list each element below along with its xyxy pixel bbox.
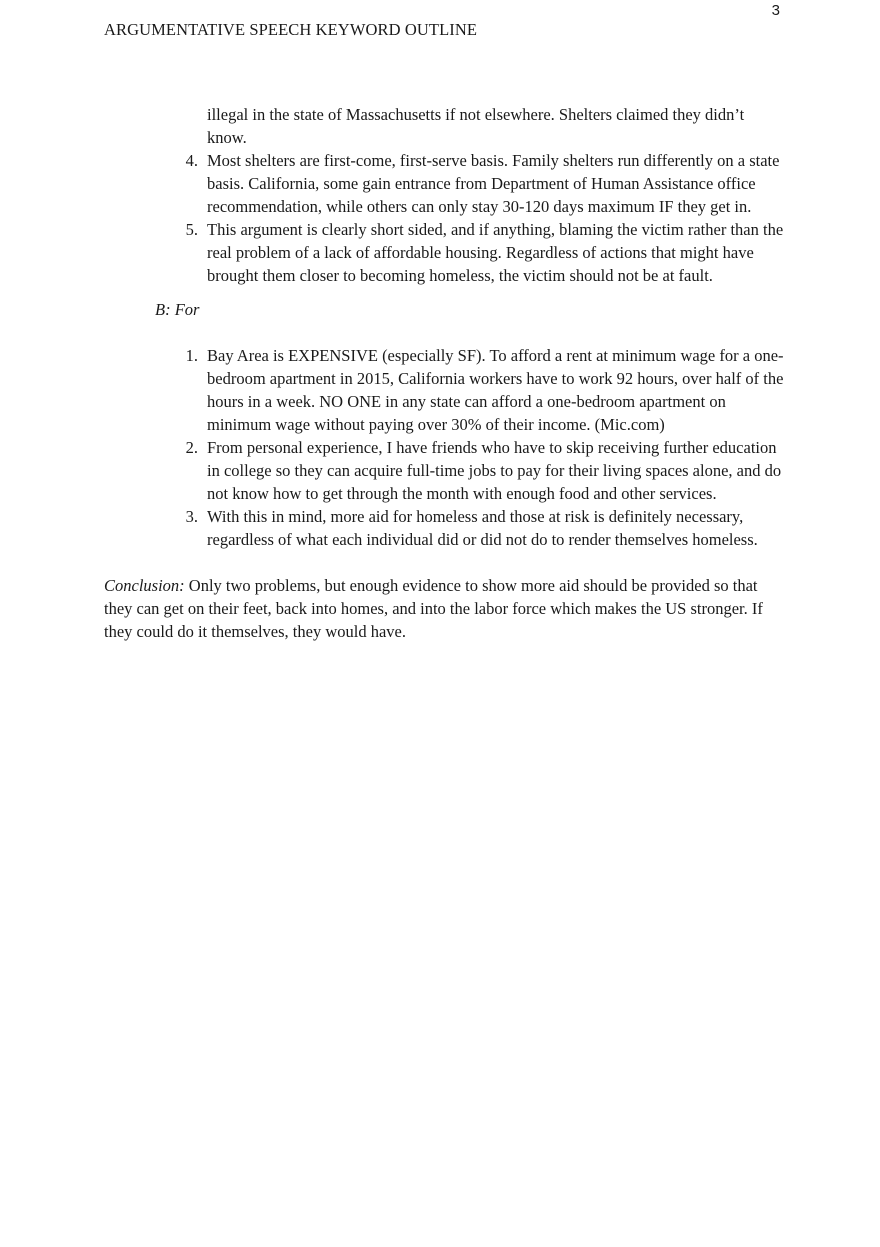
document-body [104,103,784,660]
conclusion-label: Conclusion: [104,576,185,595]
list-item-text: This argument is clearly short sided, and if anything, blaming the victim rather than the real problem of a lack of affordable housing. Regardless of actions that might have brought them closer to becoming homeless, the victim should not be at fault. [207,220,784,285]
list-item-text: From personal experience, I have friends who have to skip receiving further education in college so they can acquire full-time jobs to pay for their living spaces alone, and do not know how to get through the month with enough food and other services. [207,438,782,503]
page-number: 3 [771,2,780,19]
against-list [104,149,784,287]
conclusion-text: Only two problems, but enough evidence to show more aid should be provided so that they can get on their feet, back into homes, and into the labor force which makes the US stronger. If they could do it themselves, they would have. [104,576,763,641]
list-item [104,505,784,551]
continued-paragraph: illegal in the state of Massachusetts if not elsewhere. Shelters claimed they didn’t know. [207,105,745,147]
list-item-text: Most shelters are first-come, first-serve basis. Family shelters run differently on a state basis. California, some gain entrance from Department of Human Assistance office recommendation, while others can only stay 30-120 days maximum IF they get in. [207,151,780,216]
section-label-for: B: For [155,300,200,319]
list-item [104,344,784,436]
list-number: 4. [185,151,198,170]
conclusion-paragraph [104,574,784,643]
for-list [104,344,784,551]
list-number: 1. [185,346,198,365]
list-item [104,218,784,287]
list-item [104,436,784,505]
list-item-text: With this in mind, more aid for homeless and those at risk is definitely necessary, regardless of what each individual did or did not do to render themselves homeless. [207,507,758,549]
list-item-text: Bay Area is EXPENSIVE (especially SF). To afford a rent at minimum wage for a one-bedroom apartment in 2015, California workers have to work 92 hours, over half of the hours in a week. NO ONE in any state can afford a one-bedroom apartment on minimum wage without paying over 30% of their income. (Mic.com) [207,346,784,434]
running-head: ARGUMENTATIVE SPEECH KEYWORD OUTLINE [104,20,478,39]
list-item [104,149,784,218]
list-number: 5. [185,220,198,239]
list-number: 3. [185,507,198,526]
list-number: 2. [185,438,198,457]
